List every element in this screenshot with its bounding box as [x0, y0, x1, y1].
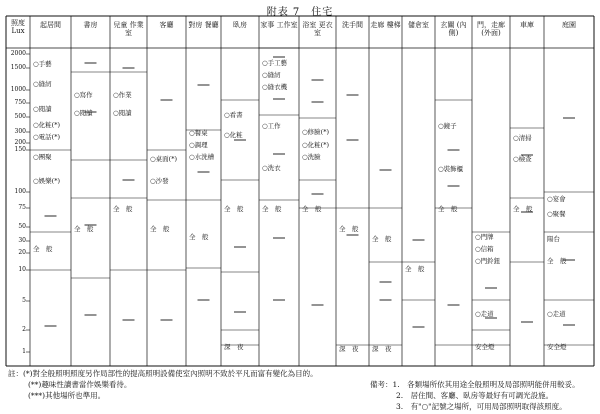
tick-label: 1500: [10, 64, 26, 71]
cell-entry: ○電話(*): [33, 133, 60, 141]
cell-entry: ○手藝: [33, 60, 52, 68]
column-header: 起居間: [40, 21, 61, 29]
tick-label: 2000: [10, 50, 26, 57]
cell-entry: 全 般: [150, 225, 170, 233]
remark-1: 備考：1. 各類場所依其用途全般照明及局部照明能併用較妥。: [370, 380, 580, 389]
column-header: 兒童 作業室: [113, 21, 144, 37]
cell-entry: 全 般: [339, 225, 359, 233]
cell-entry: ○手工藝: [262, 59, 288, 67]
cell-entry: ○裝飾櫃: [438, 165, 464, 173]
cell-entry: ○門牌: [475, 233, 494, 241]
tick-label: 750: [14, 99, 26, 106]
cell-entry: ○寫作: [74, 91, 93, 99]
tick-label: 1: [22, 348, 26, 355]
column-header: 對房 餐廳: [188, 21, 219, 29]
cell-entry: ○化粧(*): [33, 121, 60, 129]
remark-2: 2. 居住間、客廳、臥房等最好有可調光設施。: [396, 391, 554, 400]
tick-label: 50: [18, 223, 26, 230]
cell-entry: ○走道: [475, 310, 494, 318]
cell-entry: ○洗衣: [262, 164, 281, 172]
column-header: 書房: [83, 21, 98, 29]
column-header: 玄關 (內側): [440, 21, 467, 37]
cell-entry: 全 般: [33, 245, 53, 253]
cell-entry: 深 夜: [224, 343, 244, 351]
cell-entry: ○走道: [547, 310, 566, 318]
column-header: 儲倉室: [408, 21, 429, 29]
cell-entry: ○清掃: [513, 134, 532, 142]
cell-entry: ○化粧(*): [302, 141, 329, 149]
tick-label: 2: [22, 326, 26, 333]
footnote-3: (***)其他場所也準用。: [28, 391, 106, 400]
cell-entry: 深 夜: [372, 345, 392, 353]
column-header: 臥房: [233, 21, 247, 29]
tick-label: 200: [14, 139, 26, 146]
tick-label: 100: [14, 188, 26, 195]
cell-entry: 全 般: [262, 205, 282, 213]
column-header: 家事 工作室: [260, 21, 298, 29]
cell-entry: ○縫衣機: [262, 83, 288, 91]
tick-label: 150: [14, 146, 26, 153]
tick-label: 75: [18, 204, 26, 211]
column-header: 客廳: [159, 21, 174, 29]
footnote-2: (**)趣味性讀書當作娛樂看待。: [28, 380, 132, 389]
cell-entry: ○沙發: [150, 177, 169, 185]
tick-label: 30: [18, 237, 26, 244]
column-header: 走廊 樓梯: [370, 21, 401, 29]
remark-3: 3. 有"○"記號之場所，可用局部照明取得該照度。: [396, 402, 567, 411]
cell-entry: 陽台: [547, 235, 560, 243]
cell-entry: ○縫紉: [262, 71, 281, 79]
remarks: [370, 379, 580, 412]
cell-entry: ○縫紉: [33, 80, 52, 88]
cell-entry: ○看書: [224, 111, 243, 119]
cell-entry: ○桌面(*): [150, 155, 177, 163]
cell-entry: ○閱讀: [113, 109, 132, 117]
cell-entry: 深 夜: [339, 345, 359, 353]
cell-entry: ○洗臉: [302, 153, 321, 161]
cell-entry: 全 般: [405, 265, 425, 273]
cell-entry: ○信箱: [475, 245, 494, 253]
cell-entry: ○娛樂(*): [33, 177, 60, 185]
cell-entry: 全 般: [224, 205, 244, 213]
cell-entry: ○宴會: [547, 195, 566, 203]
cell-entry: 全 般: [189, 233, 209, 241]
cell-entry: 全 般: [547, 257, 567, 265]
cell-entry: 全 般: [513, 205, 533, 213]
column-header: 車庫: [520, 21, 534, 29]
cell-entry: ○團聚: [33, 153, 52, 161]
tick-label: 5: [22, 297, 26, 304]
axis-header: 照度 Lux: [11, 19, 25, 35]
cell-entry: ○水洗槽: [189, 153, 215, 161]
tick-label: 10: [18, 266, 26, 273]
cell-entry: 全 般: [302, 205, 322, 213]
tick-label: 500: [14, 113, 26, 120]
column-header: 浴室 更衣室: [302, 21, 333, 37]
tick-label: 20: [18, 249, 26, 256]
cell-entry: ○門鈴鈕: [475, 257, 501, 265]
cell-entry: 全 般: [74, 225, 94, 233]
column-header: 洗手間: [342, 21, 363, 29]
cell-entry: ○作業: [113, 91, 132, 99]
column-header: 庭園: [562, 21, 576, 29]
cell-entry: ○調理: [189, 141, 208, 149]
cell-entry: 安全燈: [547, 343, 567, 351]
page-title: 附表 7 住宅: [266, 7, 334, 18]
tick-label: 1000: [10, 86, 26, 93]
cell-entry: ○聚餐: [547, 210, 566, 218]
cell-entry: ○閱讀: [74, 109, 93, 117]
cell-entry: 安全燈: [475, 343, 495, 351]
footnotes: [8, 368, 318, 401]
cell-entry: ○工作: [262, 122, 281, 130]
footnote-1: 註：(*)對全般照明照度另作局部性的提高照明設備使室內照明不致於平凡而富有變化為目的。: [8, 369, 318, 378]
column-header: 門，走廊 (外面): [477, 21, 505, 37]
cell-entry: 全 般: [438, 205, 458, 213]
remarks-label: 備考：: [370, 380, 393, 389]
cell-entry: ○閱讀: [33, 105, 52, 113]
cell-entry: ○檢查: [513, 155, 532, 163]
cell-entry: 全 般: [372, 235, 392, 243]
cell-entry: ○化粧: [224, 131, 243, 139]
cell-entry: ○餐桌: [189, 129, 208, 137]
cell-entry: ○鏡子: [438, 122, 457, 130]
tick-label: 300: [14, 128, 26, 135]
cell-entry: ○修臉(*): [302, 128, 329, 136]
cell-entry: 全 般: [113, 205, 133, 213]
